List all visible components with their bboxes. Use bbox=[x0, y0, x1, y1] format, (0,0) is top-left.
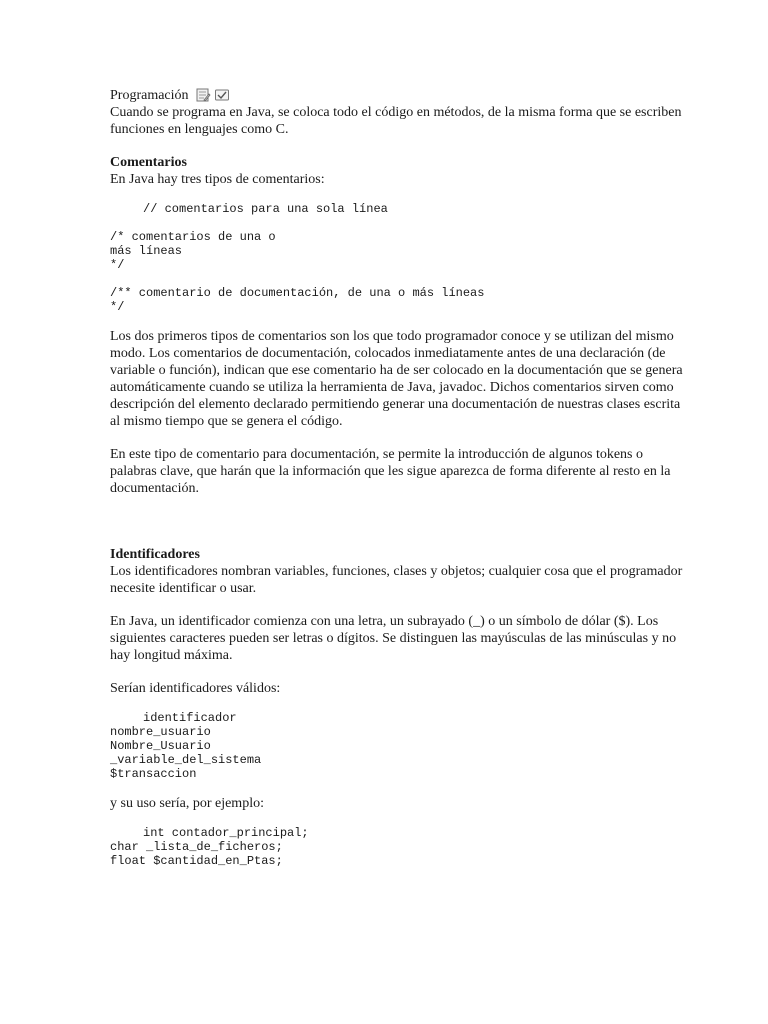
code-line: */ bbox=[110, 258, 125, 272]
checkmark-icon[interactable] bbox=[214, 87, 230, 103]
code-line: /* comentarios de una o bbox=[110, 230, 276, 244]
usage-lead: y su uso sería, por ejemplo: bbox=[110, 796, 264, 811]
code-single-line-comment: // comentarios para una sola línea bbox=[143, 202, 388, 216]
page-title: Programación bbox=[110, 87, 189, 103]
code-multiline-comment bbox=[110, 230, 690, 272]
comentarios-paragraph-2: En este tipo de comentario para documentación, se permite la introducción de algunos tokens o palabras clave, que harán que la información que les sigue aparezca de forma diferente al resto en la documentación. bbox=[110, 447, 671, 496]
identificadores-paragraph-2: En Java, un identificador comienza con una letra, un subrayado (_) o un símbolo de dólar ($). Los siguientes caracteres pueden ser letras o dígitos. Se distinguen las mayúsculas de las minúsculas y no hay longitud máxima. bbox=[110, 614, 677, 663]
code-line: Nombre_Usuario bbox=[110, 739, 211, 753]
identificadores-heading: Identificadores bbox=[110, 547, 200, 562]
code-line: */ bbox=[110, 300, 125, 314]
code-line: float $cantidad_en_Ptas; bbox=[110, 854, 283, 868]
code-line: _variable_del_sistema bbox=[110, 753, 262, 767]
comentarios-paragraph-1: Los dos primeros tipos de comentarios son los que todo programador conoce y se utilizan del mismo modo. Los comentarios de documentación, colocados inmediatamente antes de una declaración (de variable o función), indican que ese comentario ha de ser colocado en la documentación que se genera automáticamente cuando se utiliza la herramienta de Java, javadoc. Dichos comentarios sirven como descripción del elemento declarado permitiendo generar una documentación de nuestras clases escrita al mismo tiempo que se genera el código. bbox=[110, 329, 683, 429]
code-line: más líneas bbox=[110, 244, 183, 258]
code-line: int contador_principal; bbox=[143, 826, 309, 840]
edit-document-icon[interactable] bbox=[195, 87, 211, 103]
comentarios-lead: En Java hay tres tipos de comentarios: bbox=[110, 172, 325, 187]
code-line: char _lista_de_ficheros; bbox=[110, 840, 283, 854]
identificadores-paragraph-1: Los identificadores nombran variables, funciones, clases y objetos; cualquier cosa que el programador necesite identificar o usar. bbox=[110, 564, 683, 596]
title-icons bbox=[195, 87, 230, 103]
code-valid-identifiers bbox=[110, 711, 690, 781]
valid-identifiers-lead: Serían identificadores válidos: bbox=[110, 681, 281, 696]
document-page bbox=[110, 86, 690, 868]
comentarios-heading: Comentarios bbox=[110, 155, 187, 170]
title-line bbox=[110, 86, 690, 104]
code-usage-example bbox=[110, 826, 690, 868]
intro-paragraph: Cuando se programa en Java, se coloca todo el código en métodos, de la misma forma que se escriben funciones en lenguajes como C. bbox=[110, 105, 682, 137]
code-line: /** comentario de documentación, de una o más líneas bbox=[110, 286, 485, 300]
code-line: $transaccion bbox=[110, 767, 197, 781]
code-line: nombre_usuario bbox=[110, 725, 211, 739]
code-line: identificador bbox=[143, 711, 237, 725]
code-doc-comment bbox=[110, 286, 690, 314]
